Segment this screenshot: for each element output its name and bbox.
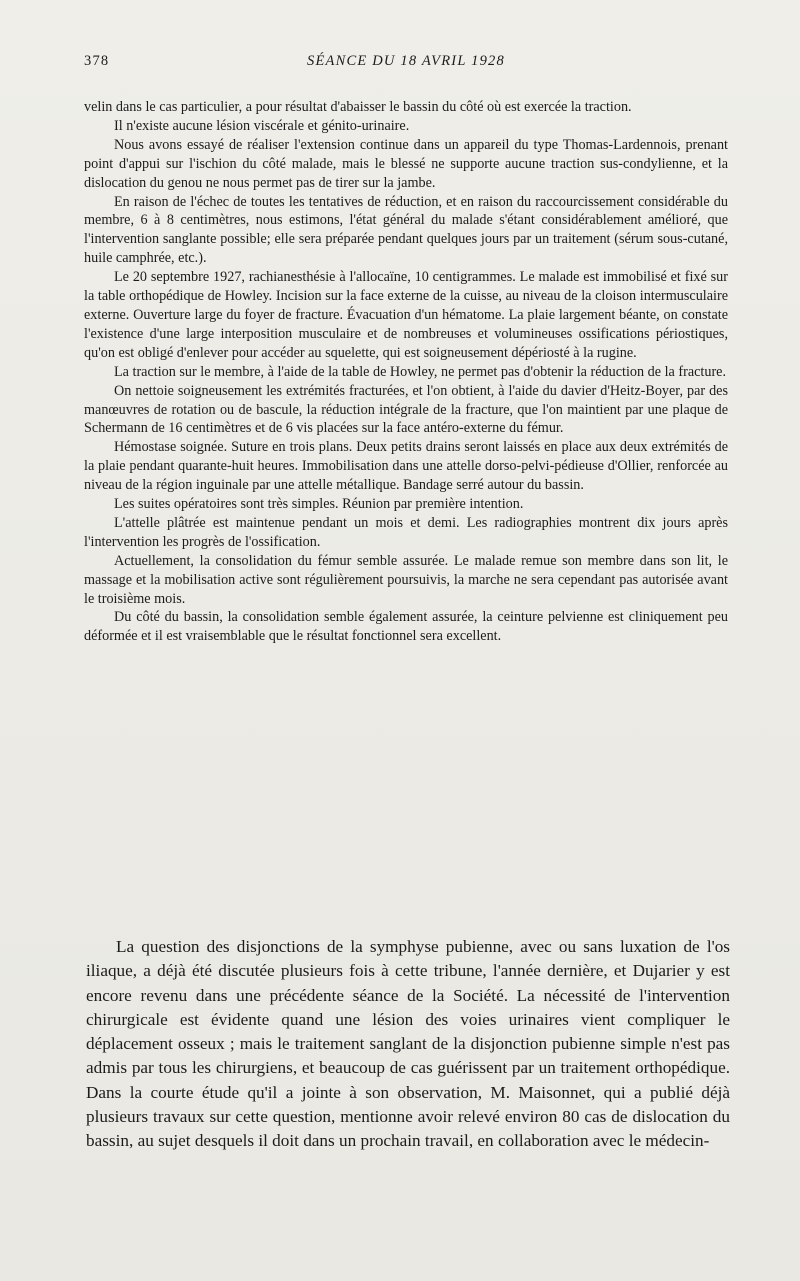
paragraph: La traction sur le membre, à l'aide de la table de Howley, ne permet pas d'obtenir la réduction de la fracture. — [114, 363, 727, 380]
page-header — [84, 53, 728, 77]
paragraph: Il n'existe aucune lésion viscérale et génito-urinaire. — [114, 117, 410, 134]
paragraph: Les suites opératoires sont très simples. Réunion par première intention. — [114, 496, 524, 513]
paragraph: Actuellement, la consolidation du fémur semble assurée. Le malade remue son membre dans son lit, le massage et la mobilisation active sont régulièrement poursuivis, la marche ne sera cependant pas autorisée avant le troisième mois. — [84, 552, 728, 607]
paragraph: Nous avons essayé de réaliser l'extension continue dans un appareil du type Thomas-Lardennois, prenant point d'appui sur l'ischion du côté malade, mais le blessé ne supporte aucune traction sus-condylienne, et la dislocation du genou ne nous permet pas de tirer sur la jambe. — [84, 136, 728, 191]
paragraph: La question des disjonctions de la symphyse pubienne, avec ou sans luxation de l'os iliaque, a déjà été discutée plusieurs fois à cette tribune, l'année dernière, et Dujarier y est encore revenu dans une précédente séance de la Société. La nécessité de l'intervention chirurgicale est évidente quand une lésion des voies urinaires vient compliquer le déplacement osseux ; mais le traitement sanglant de la disjonction pubienne simple n'est pas admis par tous les chirurgiens, et beaucoup de cas guérissent par un traitement orthopédique. Dans la courte étude qu'il a jointe à son observation, M. Maisonnet, qui a publié déjà plusieurs travaux sur cette question, mentionne avoir relevé environ 80 cas de dislocation du bassin, au sujet desquels il doit dans un prochain travail, en collaboration avec le médecin- — [86, 937, 730, 1151]
page-number: 378 — [84, 53, 110, 69]
paragraph: L'attelle plâtrée est maintenue pendant un mois et demi. Les radiographies montrent dix jours après l'intervention les progrès de l'ossification. — [84, 514, 728, 550]
paragraph: Du côté du bassin, la consolidation semble également assurée, la ceinture pelvienne est cliniquement peu déformée et il est vraisemblable que le résultat fonctionnel sera excellent. — [84, 609, 728, 645]
paragraph: En raison de l'échec de toutes les tentatives de réduction, et en raison du raccourcissement considérable du membre, 6 à 8 centimètres, nous estimons, l'état général du malade s'étant considérablement amélioré, que l'intervention sanglante possible; elle sera préparée pendant quelques jours par un traitement (sérum sous-cutané, huile camphrée, etc.). — [84, 193, 728, 267]
paragraph: velin dans le cas particulier, a pour résultat d'abaisser le bassin du côté où est exercée la traction. — [84, 99, 632, 115]
case-report-text — [84, 98, 728, 646]
running-head: SÉANCE DU 18 AVRIL 1928 — [307, 53, 505, 69]
paragraph: On nettoie soigneusement les extrémités fracturées, et l'on obtient, à l'aide du davier d'Heitz-Boyer, par des manœuvres de rotation ou de bascule, la réduction intégrale de la fracture, que l'on maintient par une plaque de Schermann de 16 centimètres et de 6 vis placées sur la face antéro-externe du fémur. — [84, 382, 728, 437]
commentary-text — [86, 935, 730, 1154]
paragraph: Hémostase soignée. Suture en trois plans. Deux petits drains seront laissés en place aux deux extrémités de la plaie pendant quarante-huit heures. Immobilisation dans une attelle dorso-pelvi-pédieuse d'Ollier, renforcée au niveau de la région inguinale par une attelle métallique. Bandage serré autour du bassin. — [84, 439, 728, 494]
paragraph: Le 20 septembre 1927, rachianesthésie à l'allocaïne, 10 centigrammes. Le malade est immobilisé et fixé sur la table orthopédique de Howley. Incision sur la face externe de la cuisse, au niveau de la cloison intermusculaire externe. Ouverture large du foyer de fracture. Évacuation d'un hématome. La plaie largement béante, on constate l'existence d'une large interposition musculaire et de nombreuses et volumineuses ossifications périostiques, qu'on est obligé d'enlever pour accéder au squelette, qui est soigneusement dépériosté à la rugine. — [84, 269, 728, 361]
